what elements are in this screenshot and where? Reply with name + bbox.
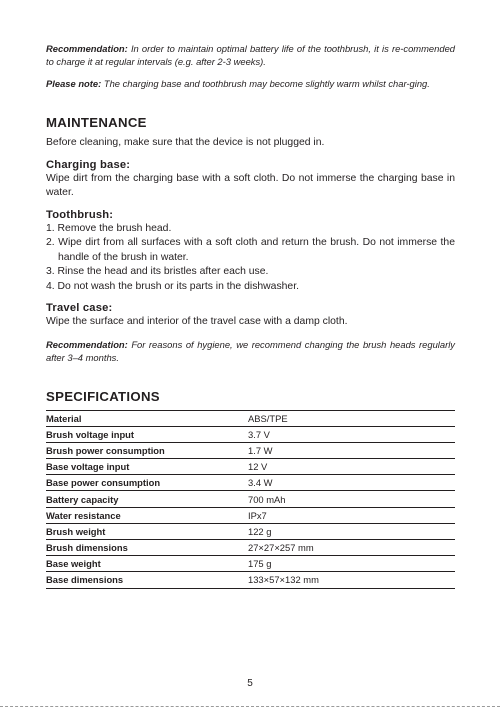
spec-value: 27×27×257 mm bbox=[248, 540, 455, 556]
spec-label: Water resistance bbox=[46, 507, 248, 523]
spec-value: IPx7 bbox=[248, 507, 455, 523]
specifications-table bbox=[46, 410, 455, 589]
table-row bbox=[46, 491, 455, 507]
please-note-text: The charging base and toothbrush may become slightly warm whilst char-ging. bbox=[101, 78, 430, 89]
spec-value: ABS/TPE bbox=[248, 410, 455, 426]
spec-value: 133×57×132 mm bbox=[248, 572, 455, 588]
table-row bbox=[46, 442, 455, 458]
list-item: 2. Wipe dirt from all surfaces with a soft cloth and return the brush. Do not immerse the handle of the brush in water. bbox=[46, 237, 455, 263]
toothbrush-steps bbox=[46, 222, 455, 295]
maintenance-intro: Before cleaning, make sure that the device is not plugged in. bbox=[46, 137, 325, 148]
table-row bbox=[46, 459, 455, 475]
maintenance-heading: MAINTENANCE bbox=[46, 115, 147, 130]
spec-label: Brush weight bbox=[46, 523, 248, 539]
list-item: 1. Remove the brush head. bbox=[46, 222, 172, 234]
spec-label: Base voltage input bbox=[46, 459, 248, 475]
travel-case-text: Wipe the surface and interior of the travel case with a damp cloth. bbox=[46, 316, 348, 327]
table-row bbox=[46, 572, 455, 588]
charging-base-heading: Charging base: bbox=[46, 158, 131, 171]
recommendation-text: For reasons of hygiene, we recommend changing the brush heads regularly after 3–4 months. bbox=[46, 338, 455, 363]
spec-value: 1.7 W bbox=[248, 442, 455, 458]
spec-label: Brush voltage input bbox=[46, 426, 248, 442]
list-item: 4. Do not wash the brush or its parts in the dishwasher. bbox=[46, 280, 299, 292]
spec-label: Material bbox=[46, 410, 248, 426]
travel-case-heading: Travel case: bbox=[46, 302, 113, 314]
spec-label: Base weight bbox=[46, 556, 248, 572]
spec-value: 3.4 W bbox=[248, 475, 455, 491]
table-row bbox=[46, 410, 455, 426]
spec-label: Brush power consumption bbox=[46, 442, 248, 458]
table-row bbox=[46, 507, 455, 523]
spec-value: 12 V bbox=[248, 459, 455, 475]
specifications-heading: SPECIFICATIONS bbox=[46, 388, 160, 404]
table-row bbox=[46, 556, 455, 572]
spec-value: 122 g bbox=[248, 523, 455, 539]
page-bottom-divider bbox=[0, 706, 500, 707]
charging-base-text: Wipe dirt from the charging base with a soft cloth. Do not immerse the charging base in water. bbox=[46, 172, 455, 198]
warmth-note bbox=[46, 77, 455, 90]
spec-value: 3.7 V bbox=[248, 426, 455, 442]
table-row bbox=[46, 426, 455, 442]
brush-head-recommendation bbox=[46, 338, 455, 364]
spec-label: Base power consumption bbox=[46, 475, 248, 491]
recommendation-label: Recommendation: bbox=[46, 338, 128, 350]
spec-label: Brush dimensions bbox=[46, 540, 248, 556]
table-row bbox=[46, 475, 455, 491]
page-number: 5 bbox=[247, 678, 253, 689]
spec-value: 700 mAh bbox=[248, 491, 455, 507]
battery-recommendation bbox=[46, 42, 455, 68]
table-row bbox=[46, 523, 455, 539]
recommendation-label: Recommendation: bbox=[46, 43, 128, 54]
toothbrush-heading: Toothbrush: bbox=[46, 208, 114, 221]
recommendation-text: In order to maintain optimal battery life of the toothbrush, it is re-commended to charge it at regular intervals (e.g. after 2-3 weeks). bbox=[46, 43, 455, 67]
table-row bbox=[46, 540, 455, 556]
spec-label: Base dimensions bbox=[46, 572, 248, 588]
spec-value: 175 g bbox=[248, 556, 455, 572]
page-content bbox=[46, 42, 455, 589]
spec-label: Battery capacity bbox=[46, 491, 248, 507]
list-item: 3. Rinse the head and its bristles after each use. bbox=[46, 266, 269, 277]
please-note-label: Please note: bbox=[46, 78, 102, 89]
